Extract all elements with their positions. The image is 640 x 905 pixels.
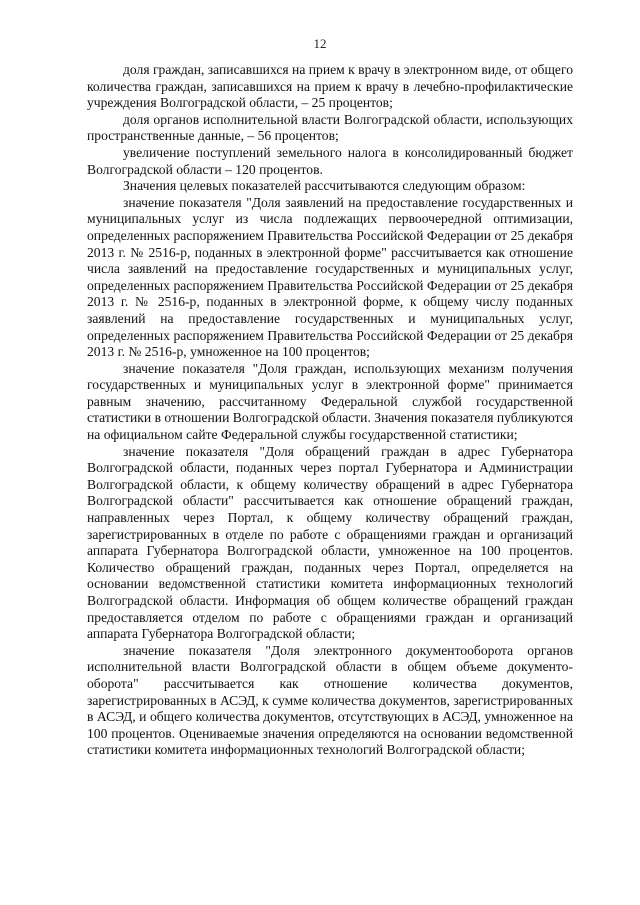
paragraph-land-tax-increase: увеличение поступлений земельного налога в консолидированный бюджет Волгоградской области – 120 процентов. xyxy=(87,144,573,177)
document-body xyxy=(87,62,573,759)
paragraph-governor-appeals: значение показателя "Доля обращений граждан в адрес Губернатора Волгоградской области, поданных через портал Губернатора и Администрации Волгоградской области, к общему количеству обращений в адрес Губернатора Волгоградской области" рассчитывается как отношение обращений граждан, направленных через Портал, к общему количеству обращений граждан, зарегистрированных в отделе по работе с обращениями граждан и организаций аппарата Губернатора Волгоградской области, умноженное на 100 процентов. Количество обращений граждан, поданных через Портал, определяется на основании ведомственной статистики комитета информационных технологий Волгоградской области. Информация об общем количестве обращений граждан предоставляется отделом по работе с обращениями граждан и организаций аппарата Губернатора Волгоградской области; xyxy=(87,443,573,642)
page-number: 12 xyxy=(313,36,327,51)
paragraph-citizens-electronic-services: значение показателя "Доля граждан, использующих механизм получения государственных и муниципальных услуг в электронной форме" принимается равным значению, рассчитанному Федеральной службой государственной статистики в отношении Волгоградской области. Значения показателя публикуются на официальном сайте Федеральной службы государственной статистики; xyxy=(87,360,573,443)
paragraph-spatial-data-share: доля органов исполнительной власти Волгоградской области, использующих пространственные данные, – 56 процентов; xyxy=(87,111,573,144)
paragraph-electronic-applications: значение показателя "Доля заявлений на предоставление государственных и муниципальных услуг из числа подлежащих первоочередной оптимизации, определенных распоряжением Правительства Российской Федерации от 25 декабря 2013 г. № 2516-р, поданных в электронной форме" рассчитывается как отношение числа заявлений на предоставление государственных и муниципальных услуг, определенных распоряжением Правительства Российской Федерации от 25 декабря 2013 г. № 2516-р, поданных в электронной форме, к общему числу поданных заявлений на предоставление государственных и муниципальных услуг, определенных распоряжением Правительства Российской Федерации от 25 декабря 2013 г. № 2516-р, умноженное на 100 процентов; xyxy=(87,194,573,360)
paragraph-calculation-intro: Значения целевых показателей рассчитываются следующим образом: xyxy=(123,178,526,194)
paragraph-electronic-document-flow: значение показателя "Доля электронного документооборота органов исполнительной власти Волгоградской области в общем объеме документо-оборота" рассчитывается как отношение количества документов, зарегистрированных в АСЭД, к сумме количества документов, зарегистрированных в АСЭД, и общего количества документов, отсутствующих в АСЭД, умноженное на 100 процентов. Оцениваемые значения определяются на основании ведомственной статистики комитета информационных технологий Волгоградской области; xyxy=(87,642,573,758)
paragraph-appointments-share: доля граждан, записавшихся на прием к врачу в электронном виде, от общего количества граждан, записавшихся на прием к врачу в лечебно-профилактические учреждения Волгоградской области, – 25 процентов; xyxy=(87,62,573,111)
